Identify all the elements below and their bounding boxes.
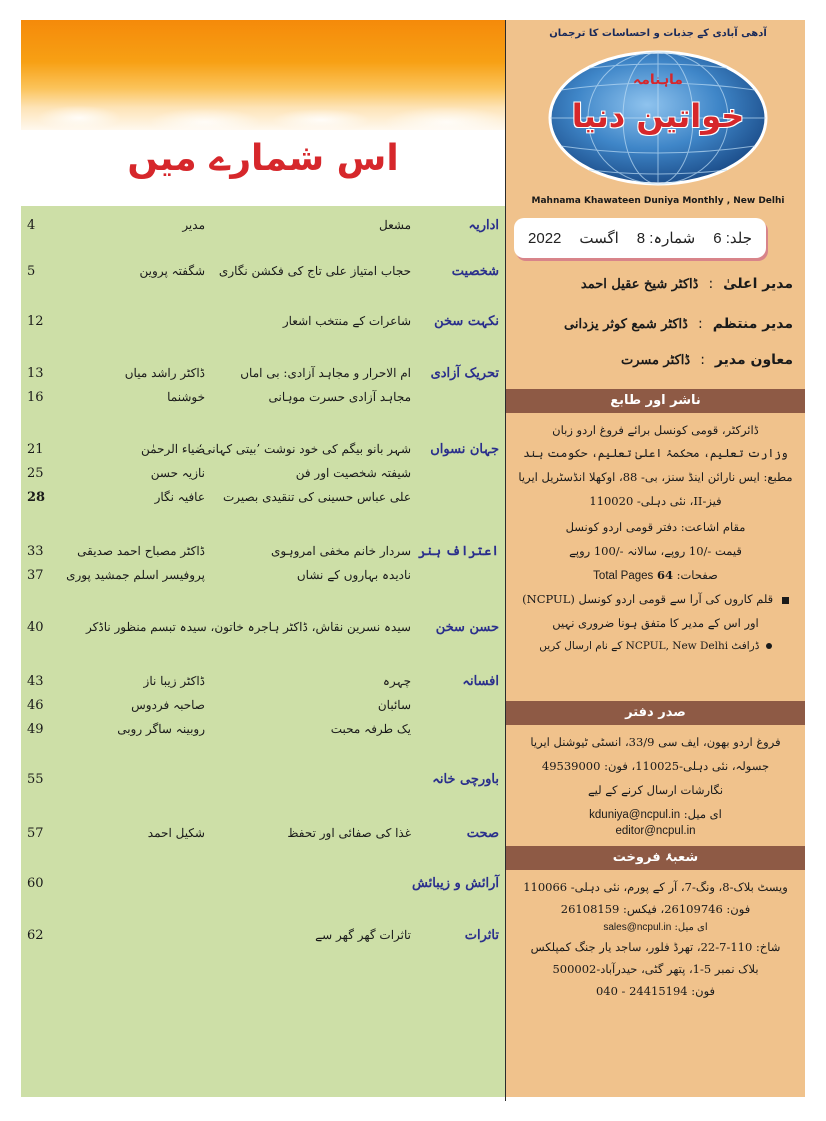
toc-entry[interactable]: [21, 620, 505, 644]
editor-role: مدیر اعلیٰ: [723, 276, 793, 292]
email-label: ای میل:: [683, 807, 722, 821]
toc-page: 21: [27, 442, 44, 457]
toc-author: صاحبہ فردوس: [131, 698, 205, 712]
toc-page: 25: [27, 466, 44, 481]
toc-author: ضیاء الرحمٰن: [140, 442, 205, 456]
disclaimer-line-2: اور اس کے مدیر کا متفق ہونا ضروری نہیں: [552, 616, 759, 630]
toc-section: نکہت سخن: [434, 314, 499, 329]
branch-line: شاخ: 110-7-22، تھرڈ فلور، ساجد یار جنگ کمپلکس: [530, 940, 781, 954]
toc-author: عافیہ نگار: [154, 490, 205, 504]
toc-article: ام الاحرار و مجاہد آزادی: بی اماں: [240, 366, 411, 380]
separator: :: [708, 276, 714, 292]
toc-article: شاعرات کے منتخب اشعار: [282, 314, 411, 328]
assistant-editor: [513, 348, 793, 372]
masthead-panel: [506, 20, 805, 1097]
toc-page: 49: [27, 722, 44, 737]
toc-section: تاثرات: [464, 928, 499, 943]
email-link[interactable]: sales@ncpul.in: [603, 922, 672, 933]
managing-editor: [513, 312, 793, 336]
issue-info: [514, 218, 766, 258]
toc-author: ڈاکٹر مصباح احمد صدیقی: [77, 544, 205, 558]
logo-name: خواتین دنیا: [571, 97, 745, 135]
magazine-logo: [530, 26, 786, 212]
issue-volume: جلد: 6: [713, 230, 752, 247]
logo-english: Mahnama Khawateen Duniya Monthly , New Delhi: [531, 196, 785, 206]
publisher-line: فیز-II، نئی دہلی- 110020: [589, 494, 722, 508]
contents-title: اس شمارے میں: [127, 138, 399, 179]
toc-page: 43: [27, 674, 44, 689]
toc-article: چہرہ: [382, 674, 411, 688]
toc-article: حجاب امتیاز علی تاج کی فکشن نگاری: [218, 264, 411, 278]
toc-page: 28: [27, 490, 46, 505]
editor-name: ڈاکٹر شمع کوثر یزدانی: [564, 316, 688, 332]
toc-page: 12: [27, 314, 44, 329]
toc-section: آرائش و زیبائش: [412, 876, 499, 891]
draft-text: ڈرافٹ NCPUL, New Delhi کے نام ارسال کریں: [539, 640, 760, 652]
toc-entry[interactable]: [21, 722, 505, 746]
toc-article: شہر بانو بیگم کی خود نوشت ’بیتی کہانی‘: [198, 442, 411, 456]
toc-entry[interactable]: [21, 928, 505, 952]
toc-article: نادیدہ بہاروں کے نشاں: [296, 568, 411, 582]
toc-entry[interactable]: [21, 772, 505, 796]
toc-page: 55: [27, 772, 44, 787]
toc-entry[interactable]: [21, 490, 505, 514]
sales-line: ویسٹ بلاک-8، ونگ-7، آر کے پورم، نئی دہلی- 110066: [523, 880, 788, 894]
separator: :: [700, 352, 705, 368]
toc-section: شخصیت: [451, 264, 499, 279]
orange-banner: [21, 20, 505, 130]
toc-section: حسن سخن: [435, 620, 499, 635]
toc-entry[interactable]: [21, 876, 505, 900]
head-office-line: نگارشات ارسال کرنے کے لیے: [587, 783, 724, 797]
toc-entry[interactable]: [21, 544, 505, 568]
publisher-line: قیمت -/10 روپے، سالانہ -/100 روپے: [569, 544, 742, 558]
toc-article: مجاہد آزادی حسرت موہانی: [268, 390, 411, 404]
toc-entry[interactable]: [21, 264, 505, 288]
toc-section: جہان نسواں: [430, 442, 499, 457]
issue-year: 2022: [528, 229, 562, 247]
logo-monthly: ماہنامہ: [633, 72, 683, 88]
toc-section: اعتراف ہنر: [418, 544, 499, 559]
publisher-line: مطبع: ایس نارائن اینڈ سنز، بی- 88، اوکھلا انڈسٹریل ایریا: [518, 470, 793, 484]
logo-tagline: آدھی آبادی کے جذبات و احساسات کا ترجمان: [549, 28, 767, 39]
toc-page: 57: [27, 826, 44, 841]
toc-entry[interactable]: [21, 698, 505, 722]
toc-article: سردار خانم مخفی امروہوی: [270, 544, 411, 558]
publisher-heading: ناشر اور طابع: [506, 389, 805, 413]
editor-name: ڈاکٹر شیخ عقیل احمد: [580, 276, 699, 292]
publisher-line: ڈائرکٹر، قومی کونسل برائے فروغ اردو زبان: [552, 423, 759, 437]
branch-line: بلاک نمبر 5-1، پتھر گٹی، حیدرآباد-500002: [552, 962, 759, 976]
editor-role: مدیر منتظم: [712, 316, 793, 332]
toc-section: تحریک آزادی: [430, 366, 499, 381]
toc-author: شگفتہ پروین: [139, 264, 205, 278]
toc-article: یک طرفہ محبت: [330, 722, 411, 736]
sales-line: فون: 26109746، فیکس: 26108159: [560, 902, 751, 916]
disclaimer-text: قلم کاروں کی آرا سے قومی اردو کونسل (NCPUL): [522, 592, 774, 606]
toc-author: ڈاکٹر راشد میاں: [124, 366, 205, 380]
head-office-line: فروغ اردو بھون، ایف سی 33/9، انسٹی ٹیوشنل ایریا: [530, 735, 781, 749]
toc-article: سیدہ نسرین نقاش، ڈاکٹر ہاجرہ خاتون، سیدہ تبسم منظور ناڈکر: [86, 620, 411, 634]
toc-section: اداریہ: [468, 218, 499, 233]
toc-entry[interactable]: [21, 466, 505, 490]
toc-page: 62: [27, 928, 44, 943]
toc-entry[interactable]: [21, 366, 505, 390]
contents-panel: [21, 20, 505, 1097]
issue-number: شمارہ: 8: [636, 230, 696, 247]
toc-page: 33: [27, 544, 44, 559]
separator: :: [697, 316, 703, 332]
sales-heading: شعبۂ فروخت: [506, 846, 805, 870]
publisher-line: مقام اشاعت: دفتر قومی اردو کونسل: [565, 520, 746, 534]
head-office-heading: صدر دفتر: [506, 701, 805, 725]
toc-section: صحت: [466, 826, 499, 841]
toc-entry[interactable]: [21, 442, 505, 466]
toc-article: علی عباس حسینی کی تنقیدی بصیرت: [222, 490, 411, 504]
toc-article: مشعل: [378, 218, 411, 232]
toc-entry[interactable]: [21, 390, 505, 414]
toc-author: ڈاکٹر زیبا ناز: [143, 674, 205, 688]
toc-article: غذا کی صفائی اور تحفظ: [287, 826, 411, 840]
total-pages: [510, 568, 801, 582]
toc-section: باورچی خانہ: [432, 772, 499, 787]
toc-author: پروفیسر اسلم جمشید پوری: [66, 568, 205, 582]
pages-en: Total Pages: [593, 570, 654, 582]
toc-entry[interactable]: [21, 674, 505, 698]
title-area: [21, 130, 505, 206]
head-office-email: [510, 807, 801, 821]
head-office-line: جسولہ، نئی دہلی-110025، فون: 49539000: [541, 759, 770, 773]
dot-bullet-icon: [766, 643, 772, 649]
toc-entry[interactable]: [21, 218, 505, 242]
editor-in-chief: [513, 272, 793, 296]
toc-page: 40: [27, 620, 44, 635]
pages-count: 64: [656, 568, 673, 582]
toc-article: تاثرات گھر گھر سے: [315, 928, 411, 942]
contents-list: [21, 206, 505, 1097]
email-link[interactable]: kduniya@ncpul.in: [589, 809, 681, 821]
toc-author: نازیہ حسن: [150, 466, 205, 480]
toc-author: مدیر: [182, 218, 205, 232]
toc-page: 60: [27, 876, 44, 891]
toc-article: سائبان: [377, 698, 411, 712]
editor-email[interactable]: editor@ncpul.in: [615, 825, 696, 837]
toc-page: 4: [27, 218, 36, 233]
pages-label: صفحات:: [676, 568, 718, 582]
publisher-line: وزارت تعلیم، محکمۂ اعلیٰ تعلیم، حکومت ہند: [523, 446, 788, 460]
square-bullet-icon: [782, 597, 789, 604]
toc-author: شکیل احمد: [147, 826, 205, 840]
branch-line: فون: 24415194 - 040: [595, 984, 716, 998]
toc-page: 13: [27, 366, 44, 381]
toc-author: روبینہ ساگر روبی: [117, 722, 205, 736]
toc-page: 16: [27, 390, 44, 405]
editor-name: ڈاکٹر مسرت: [621, 352, 691, 368]
sales-email: [510, 922, 801, 933]
toc-article: شیفتہ شخصیت اور فن: [295, 466, 411, 480]
editor-role: معاون مدیر: [714, 352, 793, 368]
email-label: ای میل:: [674, 922, 708, 933]
toc-section: افسانہ: [462, 674, 499, 689]
toc-entry[interactable]: [21, 314, 505, 338]
toc-page: 37: [27, 568, 44, 583]
toc-entry[interactable]: [21, 826, 505, 850]
toc-page: 5: [27, 264, 36, 279]
toc-page: 46: [27, 698, 44, 713]
issue-month: اگست: [579, 230, 619, 247]
disclaimer-line: [510, 592, 801, 606]
toc-entry[interactable]: [21, 568, 505, 592]
toc-author: خوشنما: [167, 390, 205, 404]
draft-note: [510, 640, 801, 652]
